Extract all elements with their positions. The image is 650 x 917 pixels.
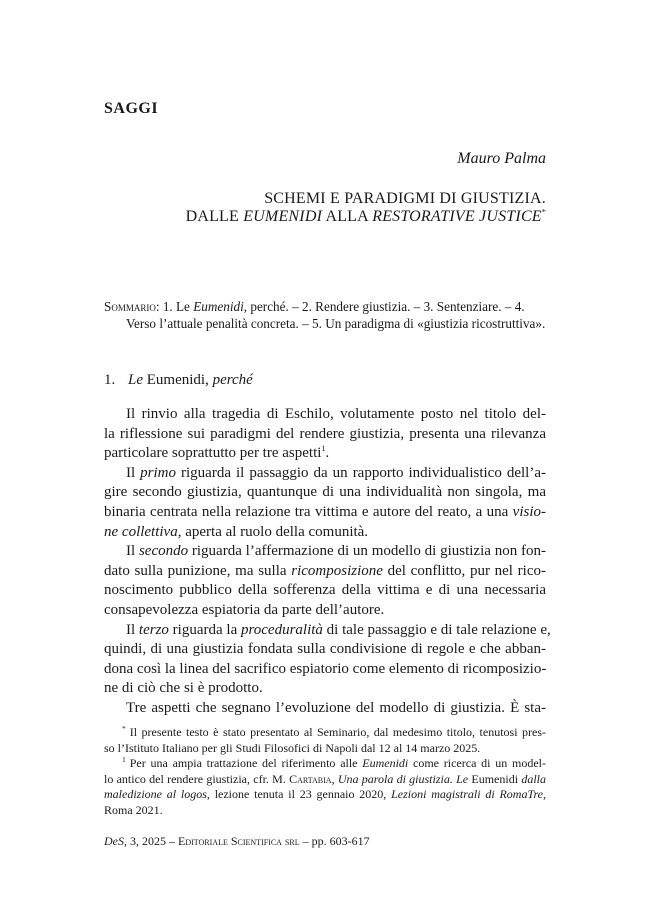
body-text-run: particolare soprattutto per tre aspetti xyxy=(104,445,322,462)
section-number: 1. xyxy=(104,372,116,388)
summary xyxy=(104,298,546,332)
body-line: gire secondo giustizia, quantunque di una individualità non singola, ma xyxy=(104,484,546,501)
body-line xyxy=(104,621,551,641)
title-text: ALLA xyxy=(322,208,373,225)
footnote-italic: maledizione al logos xyxy=(104,787,207,802)
footnote-star-line-1 xyxy=(104,725,546,741)
footnote-italic: Eumenidi xyxy=(362,756,409,771)
footnote-text: , lezione tenuta il 23 gennaio 2020, xyxy=(206,787,392,802)
summary-label: Sommario: xyxy=(104,299,160,314)
heading-italic: perché xyxy=(212,372,253,388)
footnote-text: lo antico del rendere giustizia, cfr. M. xyxy=(104,771,290,786)
body-line: dona così la linea del sacrifico espiatorio come elemento di ricomposizio- xyxy=(104,660,547,677)
body-italic-run: secondo xyxy=(138,543,189,560)
body-text-run: Il xyxy=(126,464,141,481)
footnote-1-line-3 xyxy=(104,787,546,803)
footnote-1-line-1 xyxy=(104,756,546,772)
summary-line-1 xyxy=(104,298,546,315)
article-title-line-2 xyxy=(186,208,546,226)
footnote-text: , xyxy=(543,787,547,802)
footnote-author-smallcaps: Cartabia xyxy=(289,771,332,786)
body-line: Tre aspetti che segnano l’evoluzione del modello di giustizia. È sta- xyxy=(126,699,546,716)
body-line xyxy=(104,464,546,484)
body-text-run: riguarda l’affermazione di un modello di giustizia non fon- xyxy=(188,543,546,560)
body-italic-run: visio- xyxy=(512,503,546,520)
footnote-1-line-4: Roma 2021. xyxy=(104,802,163,817)
body-text xyxy=(104,405,551,719)
body-text-run: , aperta al ruolo della comunità. xyxy=(177,523,369,540)
section-heading xyxy=(104,372,253,389)
body-line xyxy=(104,542,546,562)
running-footer xyxy=(104,834,370,849)
summary-text: , perché. – 2. Rendere giustizia. – 3. Sentenziare. – 4. xyxy=(243,299,525,314)
body-line xyxy=(104,444,546,464)
publisher-name: Editoriale Scientifica srl xyxy=(178,834,300,848)
footnote-ref-1: 1 xyxy=(321,444,326,454)
footnote-text: Eumenidi xyxy=(468,771,522,786)
body-line: la riflessione sui paradigmi del rendere giustizia, presenta una rilevanza xyxy=(104,425,546,442)
footnote-star-mark: * xyxy=(122,724,126,733)
body-line xyxy=(104,562,546,582)
heading-text: Eumenidi, xyxy=(143,372,213,388)
page-range: – pp. 603-617 xyxy=(299,834,370,848)
body-line xyxy=(104,523,546,543)
body-italic-run: ricomposizione xyxy=(291,562,383,579)
body-italic-run: primo xyxy=(140,464,177,481)
footnotes xyxy=(104,725,546,819)
body-line xyxy=(104,503,546,523)
body-text-run: Il xyxy=(126,621,139,638)
body-text-run: . xyxy=(325,445,330,462)
footnote-text: Per una ampia trattazione del riferimento alle xyxy=(129,756,363,771)
summary-line-2: Verso l’attuale penalità concreta. – 5. Un paradigma di «giustizia ricostruttiva». xyxy=(126,316,546,331)
footnote-text: Il presente testo è stato presentato al Seminario, dal medesimo titolo, tenutosi pres- xyxy=(129,725,546,739)
summary-italic: Eumenidi xyxy=(193,299,244,314)
journal-abbrev: DeS xyxy=(104,834,124,848)
body-italic-run: terzo xyxy=(138,621,169,638)
body-text-run: riguarda il passaggio da un rapporto individualistico dell’a- xyxy=(176,464,546,481)
title-text: DALLE xyxy=(185,208,244,225)
body-text-run: del conflitto, pur nel rico- xyxy=(382,562,546,579)
body-italic-run: ne collettiva xyxy=(104,523,178,540)
body-line: Il rinvio alla tragedia di Eschilo, volutamente posto nel titolo del- xyxy=(126,406,546,422)
author-name: Mauro Palma xyxy=(457,150,546,167)
footnote-italic: Una parola di giustizia. Le xyxy=(337,771,469,786)
footnote-1-line-2 xyxy=(104,772,546,788)
body-line: quindi, di una giustizia fondata sulla condivisione di regole e che abban- xyxy=(104,641,546,658)
body-text-run: riguarda la xyxy=(168,621,241,638)
footnote-text: , xyxy=(331,771,338,786)
footnote-italic: Lezioni magistrali di RomaTre xyxy=(391,787,544,802)
body-text-run: dato sulla punizione, ma sulla xyxy=(104,562,292,579)
footnote-italic: dalla xyxy=(521,771,546,786)
footnote-star-line-2: so l’Istituto Italiano per gli Studi Filosofici di Napoli dal 12 al 14 marzo 2025. xyxy=(104,740,481,755)
title-footnote-mark: * xyxy=(541,207,546,217)
body-line: consapevolezza espiatoria da parte dell’autore. xyxy=(104,601,385,618)
body-text-run: di tale passaggio e di tale relazione e, xyxy=(322,621,551,638)
footer-text: , 3, 2025 – xyxy=(124,834,178,848)
footnote-text: come ricerca di un model- xyxy=(408,756,546,771)
summary-text: 1. Le xyxy=(159,299,194,314)
article-title-line-1: SCHEMI E PARADIGMI DI GIUSTIZIA. xyxy=(264,190,546,207)
body-italic-run: proceduralità xyxy=(240,621,323,638)
body-text-run: binaria centrata nella relazione tra vittima e autore del reato, a una xyxy=(104,503,513,520)
body-line: ne di ciò che si è prodotto. xyxy=(104,680,263,697)
title-italic-eumenidi: EUMENIDI xyxy=(243,208,323,225)
section-label: SAGGI xyxy=(104,100,159,117)
body-line: noscimento pubblico della sofferenza della vittima e di una necessaria xyxy=(104,582,546,599)
body-text-run: Il xyxy=(126,543,139,560)
heading-italic: Le xyxy=(128,372,143,388)
footnote-1-mark: 1 xyxy=(122,755,126,765)
title-italic-restorative-justice: RESTORATIVE JUSTICE xyxy=(372,208,542,225)
